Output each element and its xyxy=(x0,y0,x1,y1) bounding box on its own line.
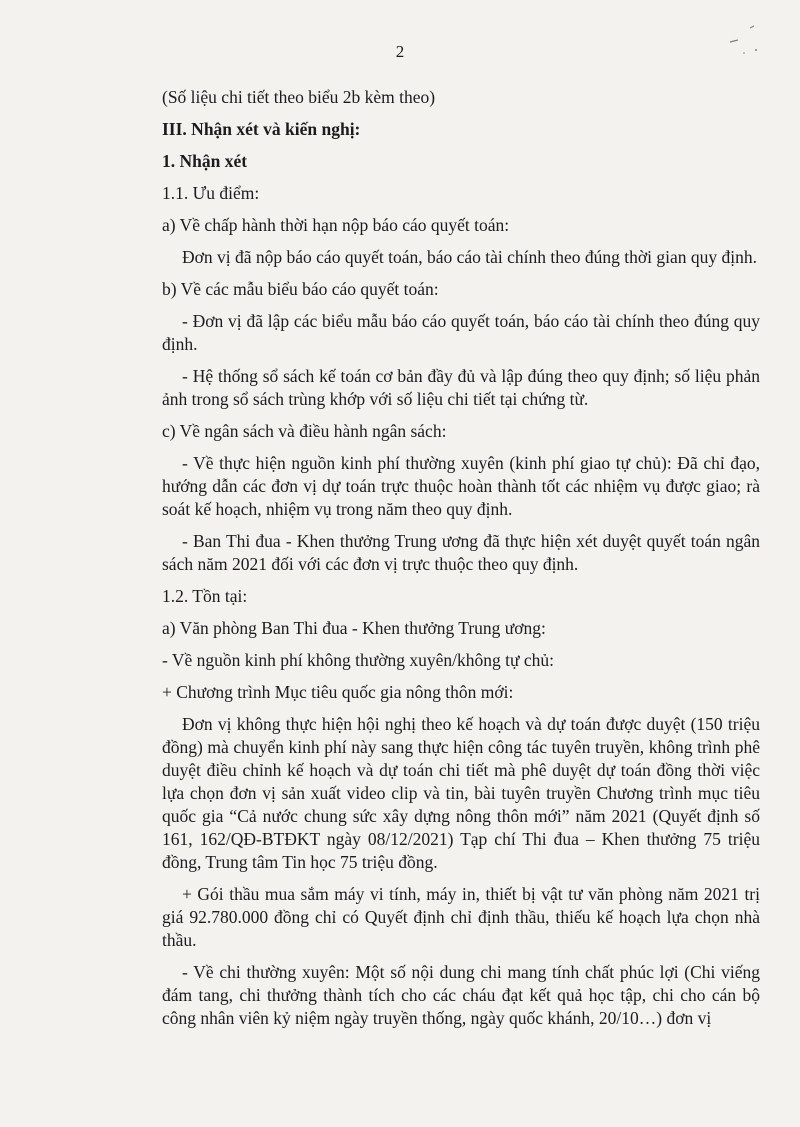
subheading-advantages: 1.1. Ưu điểm: xyxy=(162,183,260,203)
subheading-shortcomings: 1.2. Tồn tại: xyxy=(162,586,248,606)
paragraph: + Chương trình Mục tiêu quốc gia nông thôn mới: xyxy=(162,682,514,702)
item-b-heading: b) Về các mẫu biểu báo cáo quyết toán: xyxy=(162,279,439,299)
subsection-heading: 1. Nhận xét xyxy=(162,151,248,171)
paragraph: - Hệ thống sổ sách kế toán cơ bản đầy đủ và lập đúng theo quy định; số liệu phản ảnh trong sổ sách trùng khớp với số liệu chi tiết tại chứng từ. xyxy=(162,366,760,409)
paragraph: Đơn vị đã nộp báo cáo quyết toán, báo cáo tài chính theo đúng thời gian quy định. xyxy=(182,247,757,267)
section-heading: III. Nhận xét và kiến nghị: xyxy=(162,119,361,139)
paragraph: - Về chi thường xuyên: Một số nội dung chi mang tính chất phúc lợi (Chi viếng đám tang, chi thưởng thành tích cho các cháu đạt kết quả học tập, chi cho cán bộ công nhân viên kỷ niệm ngày truyền thống, ngày quốc khánh, 20/10…) đơn vị xyxy=(162,962,760,1028)
note-text: (Số liệu chi tiết theo biểu 2b kèm theo) xyxy=(162,87,436,107)
paragraph: - Về thực hiện nguồn kinh phí thường xuyên (kinh phí giao tự chủ): Đã chỉ đạo, hướng dẫn các đơn vị dự toán trực thuộc hoàn thành tốt các nhiệm vụ được giao; rà soát kế hoạch, nhiệm vụ trong năm theo quy định. xyxy=(162,453,760,519)
document-body xyxy=(162,86,760,1039)
item-c-heading: c) Về ngân sách và điều hành ngân sách: xyxy=(162,421,447,441)
paragraph: - Đơn vị đã lập các biểu mẫu báo cáo quyết toán, báo cáo tài chính theo đúng quy định. xyxy=(162,311,760,354)
paragraph: Đơn vị không thực hiện hội nghị theo kế hoạch và dự toán được duyệt (150 triệu đồng) mà chuyển kinh phí này sang thực hiện công tác tuyên truyền, không trình phê duyệt điều chỉnh kế hoạch và dự toán chi tiết mà phê duyệt dự toán đồng thời việc lựa chọn đơn vị sản xuất video clip và tin, bài tuyên truyền Chương trình mục tiêu quốc gia “Cả nước chung sức xây dựng nông thôn mới” năm 2021 (Quyết định số 161, 162/QĐ-BTĐKT ngày 08/12/2021) Tạp chí Thi đua – Khen thưởng 75 triệu đồng, Trung tâm Tin học 75 triệu đồng. xyxy=(162,714,760,872)
paragraph: - Về nguồn kinh phí không thường xuyên/không tự chủ: xyxy=(162,650,554,670)
page-number: 2 xyxy=(395,42,405,61)
item-a2-heading: a) Văn phòng Ban Thi đua - Khen thưởng Trung ương: xyxy=(162,618,546,638)
item-a-heading: a) Về chấp hành thời hạn nộp báo cáo quyết toán: xyxy=(162,215,510,235)
paragraph: + Gói thầu mua sắm máy vi tính, máy in, thiết bị vật tư văn phòng năm 2021 trị giá 92.780.000 đồng chỉ có Quyết định chỉ định thầu, thiếu kế hoạch lựa chọn nhà thầu. xyxy=(162,884,760,950)
paragraph: - Ban Thi đua - Khen thưởng Trung ương đã thực hiện xét duyệt quyết toán ngân sách năm 2021 đối với các đơn vị trực thuộc theo quy định. xyxy=(162,531,760,574)
